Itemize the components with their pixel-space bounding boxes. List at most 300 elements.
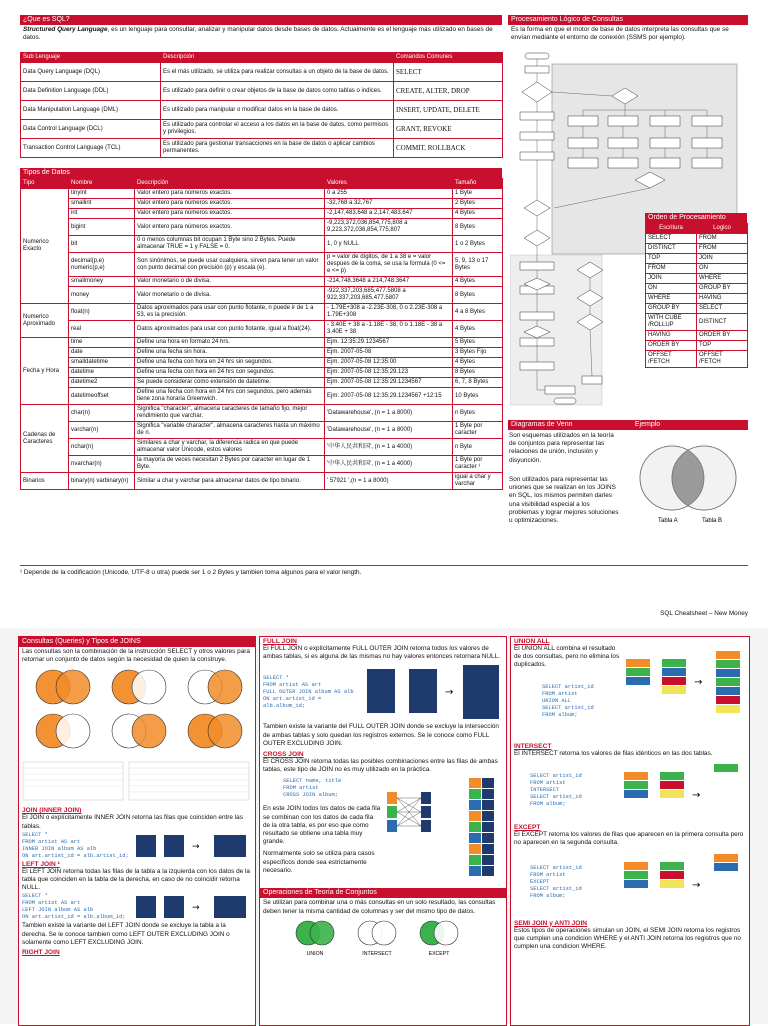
order-written: ON (646, 284, 697, 294)
types-row (21, 368, 503, 378)
types-desc: Se puede considerar como extensión de datetime. (135, 378, 325, 388)
types-group: Binarios (21, 473, 69, 490)
code-line: SELECT artist_id (530, 865, 582, 872)
code-line: EXCEPT (530, 879, 550, 886)
order-written: GROUP BY (646, 304, 697, 314)
middle-panel (259, 636, 507, 1026)
sublang-name: Data Query Language (DQL) (21, 63, 161, 82)
joins-panel (18, 636, 256, 1026)
types-size: 5 Bytes (453, 338, 503, 348)
svg-text:→: → (694, 677, 703, 688)
types-name: datetime2 (69, 378, 135, 388)
join-venn-grid (19, 665, 255, 755)
intro-section (20, 15, 502, 43)
types-row (21, 338, 503, 348)
code-line: FROM album; (542, 711, 578, 718)
types-values: -922,337,203,685,477.5808 a 922,337,203,685,477.5807 (325, 287, 453, 304)
types-row (21, 236, 503, 253)
types-size: 4 a 8 Bytes (453, 304, 503, 321)
order-row (646, 304, 748, 314)
inner-join-title: JOIN (INNER JOIN) (22, 807, 82, 815)
types-size: 8 Bytes (453, 219, 503, 236)
cross-result-cell (469, 833, 481, 843)
intersect-code (514, 773, 620, 808)
order-row (646, 284, 748, 294)
types-values: ' 57921 ',(n = 1 a 8000) (325, 473, 453, 490)
types-name: datetimeoffset (69, 388, 135, 405)
order-row (646, 254, 748, 264)
code-line: FROM artist (283, 785, 319, 792)
types-row (21, 199, 503, 209)
order-row (646, 264, 748, 274)
sublang-name: Transaction Control Language (TCL) (21, 139, 161, 158)
types-size: 8 Bytes (453, 287, 503, 304)
types-size: 4 Bytes (453, 277, 503, 287)
code-line: FROM artist (542, 690, 578, 697)
left-join-text: El LEFT JOIN retorna todas las filas de la tabla a la izquierda con los datos de la tabla que coinciden en la tabla de la derecha, en caso de no coincidir retorna NULL. (22, 867, 250, 892)
left-join-block (19, 861, 255, 956)
types-row (21, 219, 503, 236)
semi-join-title: SEMI JOIN y ANTI JOIN (514, 919, 588, 927)
mini-cell (716, 696, 740, 704)
cross-cell (387, 792, 397, 804)
intersect-diagram (620, 758, 744, 822)
joins-text: Las consultas son la combinación de la instrucción SELECT y otros valores para retornar un conjunto de datos según la necesidad de quien la construye. (22, 648, 250, 664)
types-desc: Valor entero para números exactos. (135, 189, 325, 199)
types-col-header: Tamaño (453, 179, 503, 189)
types-name: real (69, 321, 135, 338)
order-written: TOP (646, 254, 697, 264)
order-written: SELECT (646, 234, 697, 244)
join-venn (112, 714, 166, 748)
sublang-desc: Es utilizado para controlar el acceso a los datos en la base de datos, como permisos y privilegios. (161, 120, 394, 139)
types-col-header: Tipo (21, 179, 69, 189)
types-col-header: Descripción (135, 179, 325, 189)
types-values: p = valor de dígitos, de 1 a 38 e = valor despues de la coma, se usa la formula (0 <= e <= p) (325, 253, 453, 277)
full-join-text: El FULL JOIN o explícitamente FULL OUTER JOIN retorna todos los valores de ambas tablas, si es alguna de las mismas no hay valores entonces retornara NULL. (263, 645, 500, 661)
types-group: Cadenas de Caracteres (21, 405, 69, 473)
venn-text-1: Son esquemas utilizados en la teoría de conjuntos para representar las relaciones de unión, inclusión y disyunción. (509, 432, 614, 464)
order-written: DISTINCT (646, 244, 697, 254)
sublang-col-desc: Descripción (161, 53, 394, 63)
mini-cell (660, 790, 684, 798)
types-values: -32,768 a 32,767 (325, 199, 453, 209)
types-size: 4 Bytes (453, 321, 503, 338)
types-size: 4 Bytes (453, 209, 503, 219)
types-desc: Define una fecha con hora en 24 hrs sin segundos. (135, 358, 325, 368)
order-logical: OFFSET /FETCH (697, 351, 748, 368)
types-values: - 1.79E+308 a -2.23E-308, 0 o 2.23E-308 a 1.79E+308 (325, 304, 453, 321)
order-row (646, 234, 748, 244)
mini-cell (662, 686, 686, 694)
code-line: SELECT artist_id (542, 683, 594, 690)
types-size: 2 Bytes (453, 199, 503, 209)
mini-cell (660, 781, 684, 789)
types-values: Ejm. 2007-05-08 12:35:00 (325, 358, 453, 368)
mini-cell (662, 668, 686, 676)
mini-cell (660, 871, 684, 879)
types-values: Ejm. 2007-05-08 12:35:29.1234567 (325, 378, 453, 388)
cross-join-text: El CROSS JOIN retorna todas las posibles combinaciones entre las filas de ambas tablas, este tipo de JOIN no es muy utilizado en la práctica. (263, 758, 498, 774)
order-row (646, 294, 748, 304)
types-name: smalldatetime (69, 358, 135, 368)
types-size: 5, 9, 13 o 17 Bytes (453, 253, 503, 277)
types-row (21, 253, 503, 277)
sublang-desc: Es utilizado para definir o crear objetos de la base de datos como tablas o indices. (161, 82, 394, 101)
setops-header: Operaciones de Teoría de Conjuntos (260, 888, 506, 898)
page-footer: SQL Cheatsheet – New Money (660, 610, 748, 617)
svg-text:→: → (445, 687, 454, 699)
proc-header: Procesamiento Lógico de Consultas (508, 15, 748, 25)
types-desc: Define una hora en formato 24 hrs. (135, 338, 325, 348)
cross-result-cell (469, 800, 481, 810)
code-line: LEFT JOIN album AS alb (22, 907, 94, 914)
types-row (21, 189, 503, 199)
setop-label: EXCEPT (428, 950, 450, 957)
inner-join-tables-diagram (134, 831, 250, 861)
code-line: SELECT * (22, 893, 48, 900)
right-panel (510, 636, 750, 1026)
except-text: El EXCEPT retorna los valores de filas que aparecen en la primera consulta pero no aparecen en la segunda consulta. (514, 831, 744, 847)
sublang-row (21, 63, 503, 82)
types-row (21, 405, 503, 422)
order-logical: SELECT (697, 304, 748, 314)
cross-result-cell (482, 778, 494, 788)
order-logical: ON (697, 264, 748, 274)
venn-example-header: Ejemplo (632, 420, 748, 430)
types-desc: Valor monetario o de divisa. (135, 277, 325, 287)
types-name: decimal(p,e) numeric(p,e) (69, 253, 135, 277)
types-values: Ejm. 12:35:29.1234567 (325, 338, 453, 348)
types-values: 1, 0 y NULL (325, 236, 453, 253)
svg-text:→: → (192, 841, 200, 852)
types-name: datetime (69, 368, 135, 378)
types-row (21, 473, 503, 490)
types-group: Fecha y Hora (21, 338, 69, 405)
mini-cell (624, 772, 648, 780)
types-name: varchar(n) (69, 422, 135, 439)
left-join-title: LEFT JOIN ² (22, 860, 60, 868)
venn-section (508, 420, 748, 525)
types-row (21, 348, 503, 358)
code-line: FROM artist AS art (263, 681, 322, 688)
cross-result-cell (469, 855, 481, 865)
left-join-tables-diagram (134, 892, 250, 922)
types-desc: la mayoría de veces necesitan 2 Bytes por caracter en lugar de 1 Byte. (135, 456, 325, 473)
order-logical: FROM (697, 244, 748, 254)
order-logical: WHERE (697, 274, 748, 284)
setop-venn (420, 921, 458, 957)
types-size: 1 o 2 Bytes (453, 236, 503, 253)
mini-cell (624, 781, 648, 789)
types-name: bit (69, 236, 135, 253)
cross-result-cell (482, 789, 494, 799)
sublang-cmd: SELECT (394, 63, 503, 82)
cross-result-cell (469, 866, 481, 876)
mini-cell (660, 862, 684, 870)
code-line: FROM artist AS art (22, 900, 81, 907)
sublang-cmd: CREATE, ALTER, DROP (394, 82, 503, 101)
types-size: 4 Bytes (453, 358, 503, 368)
inner-join-text: El JOIN o explícitamente INNER JOIN retorna las filas que coinciden entre las tablas. (22, 814, 243, 830)
cross-result-cell (482, 866, 494, 876)
setops-venn-row (260, 917, 506, 957)
types-group: Numerico Aproximado (21, 304, 69, 338)
code-line: SELECT artist_id (542, 704, 594, 711)
join-venn (36, 670, 90, 704)
cross-cell (387, 820, 397, 832)
mini-cell (624, 790, 648, 798)
code-line: FROM artist AS art (22, 838, 81, 845)
types-group: Numerico Exacto (21, 189, 69, 304)
types-desc: Datos aproximados para usar con punto flotante, igual a float(24). (135, 321, 325, 338)
order-written: WITH CUBE /ROLLUP (646, 314, 697, 331)
proc-section (508, 15, 748, 43)
types-values: -9,223,372,036,854,775,808 a 9,223,372,036,854,775,807 (325, 219, 453, 236)
code-line: SELECT artist_id (530, 793, 582, 800)
order-row (646, 314, 748, 331)
types-row (21, 209, 503, 219)
code-line: INTERSECT (530, 786, 560, 793)
code-line: ON art.artist_id = alb.artist_id; (22, 852, 129, 859)
order-written: WHERE (646, 294, 697, 304)
types-col-header: Nombre (69, 179, 135, 189)
artist-album-tables (19, 760, 255, 802)
types-values: Ejm. 2007-05-08 (325, 348, 453, 358)
proc-text: Es la forma en que el motor de base de datos interpreta las consultas que se envían mediante el entorno de conexión (SSMS por ejemplo). (511, 26, 729, 42)
union-all-code (542, 684, 622, 719)
cross-result-cell (482, 811, 494, 821)
types-row (21, 439, 503, 456)
types-values: 0 a 255 (325, 189, 453, 199)
code-line: SELECT name, title (283, 778, 342, 785)
types-desc: Similares a char y varchar, la diferencia radica en que puede almacenar valor Unicode, estos valores (135, 439, 325, 456)
setop-venn (296, 921, 334, 957)
types-row (21, 287, 503, 304)
types-row (21, 358, 503, 368)
types-name: money (69, 287, 135, 304)
types-size: igual a char y varchar (453, 473, 503, 490)
setop-label: UNION (306, 950, 324, 957)
mini-cell (714, 863, 738, 871)
union-all-text: El UNION ALL combina el resultado de dos consultas, pero no elimina los duplicados. (514, 645, 620, 669)
cross-join-title: CROSS JOIN (263, 751, 304, 759)
types-row (21, 277, 503, 287)
setops-text: Se utilizan para combinar una o más consultas en un solo resultado, las consultas deben tener la misma cantidad de columnas y ser del mismo tipo de datos. (263, 899, 496, 915)
mini-cell (716, 705, 740, 713)
cross-result-cell (482, 822, 494, 832)
order-written: HAVING (646, 331, 697, 341)
types-desc: Similar a char y varchar para almacenar datos de tipo binario. (135, 473, 325, 490)
code-line: FROM album; (530, 800, 566, 807)
code-line: FROM artist (530, 872, 566, 879)
union-all-diagram (622, 645, 746, 741)
types-row (21, 304, 503, 321)
mini-cell (626, 668, 650, 676)
mini-cell (716, 687, 740, 695)
types-col-header: Valores (325, 179, 453, 189)
sublang-name: Data Control Language (DCL) (21, 120, 161, 139)
intro-rest: , es un lenguaje para consultar, analizar y manipular datos desde bases de datos. Actualmente es el lenguaje más utilizado en bases de datos. (23, 26, 493, 42)
except-title: EXCEPT (514, 824, 541, 832)
mini-cell (716, 651, 740, 659)
mini-cell (714, 764, 738, 772)
order-logical: JOIN (697, 254, 748, 264)
code-line: FULL OUTER JOIN album AS alb (263, 688, 354, 695)
sublang-desc: Es utilizado para gestionar transacciones en la base de datos o aplicar cambios permanentes. (161, 139, 394, 158)
order-header: Orden de Procesamiento (645, 213, 747, 223)
full-join-title: FULL JOIN (263, 638, 297, 645)
types-name: smallmoney (69, 277, 135, 287)
except-code (514, 865, 620, 900)
cross-result-cell (482, 844, 494, 854)
intersect-text: El INTERSECT retorna los valores de filas idénticos en las dos tablas. (514, 750, 713, 757)
order-written: FROM (646, 264, 697, 274)
types-size: 1 Byte por caracter ¹ (453, 456, 503, 473)
sublang-name: Data Definition Language (DDL) (21, 82, 161, 101)
cross-result-cell (469, 789, 481, 799)
cross-result-cell (469, 844, 481, 854)
code-line: INNER JOIN album AS alb (22, 845, 97, 852)
semi-join-text: Estos tipos de operaciones simulan un JOIN, el SEMI JOIN retorna los registros que cumplen una condicion WHERE y el ANTI JOIN retorna los registros que no cumplen una condicion WHERE. (514, 926, 741, 951)
types-size: n Byte (453, 439, 503, 456)
order-row (646, 244, 748, 254)
svg-text:→: → (692, 879, 701, 891)
sublang-cmd: GRANT, REVOKE (394, 120, 503, 139)
sublang-name: Data Manipulation Language (DML) (21, 101, 161, 120)
types-desc: Valor entero para números exactos. (135, 209, 325, 219)
venn-example-diagram (630, 434, 746, 534)
cross-join-code (283, 778, 381, 799)
types-size: 1 Byte por caracter (453, 422, 503, 439)
types-row (21, 456, 503, 473)
types-values: -214,748.3648 a 214,748.3647 (325, 277, 453, 287)
sublang-table (20, 52, 502, 158)
order-section (645, 213, 747, 368)
types-values: '中华人民共和国', (n = 1 a 4000) (325, 439, 453, 456)
types-size: 10 Bytes (453, 388, 503, 405)
types-values: 'Datawarehouse', (n = 1 a 8000) (325, 405, 453, 422)
intersect-title: INTERSECT (514, 743, 552, 750)
except-block (511, 823, 749, 918)
joins-header: Consultas (Queries) y Tipos de JOINS (19, 637, 255, 647)
union-all-block (511, 637, 749, 742)
types-section (20, 168, 502, 490)
cross-join-text-2: En este JOIN todos los datos de cada fila se combinan con los datos de cada fila de la otra tabla, es por eso que como resultado se obtiene una tabla muy grande. (263, 805, 381, 846)
cross-result-cell (482, 833, 494, 843)
types-name: nchar(n) (69, 439, 135, 456)
sublang-row (21, 120, 503, 139)
types-values: 'Datawarehouse', (n = 1 a 8000) (325, 422, 453, 439)
types-values: '中华人民共和国', (n = 1 a 4000) (325, 456, 453, 473)
join-venn (188, 714, 242, 748)
mini-cell (716, 660, 740, 668)
mini-cell (714, 854, 738, 862)
types-name: float(n) (69, 304, 135, 321)
cross-join-diagram (381, 774, 501, 884)
mini-cell (624, 871, 648, 879)
types-desc: Significa "variable character", almacena caracteres hasta un máximo de n. (135, 422, 325, 439)
cross-cell (421, 806, 431, 818)
types-desc: 0 o menos columnas bit ocupan 1 Byte sino 2 Bytes. Puede almacenar TRUE = 1 y FALSE = 0. (135, 236, 325, 253)
code-line: FROM artist (530, 779, 566, 786)
left-join-code (22, 893, 134, 921)
order-written: JOIN (646, 274, 697, 284)
svg-text:→: → (692, 790, 701, 802)
join-venn (36, 714, 90, 748)
order-logical: GROUP BY (697, 284, 748, 294)
setop-label: INTERSECT (362, 950, 392, 957)
cross-cell (421, 820, 431, 832)
order-row (646, 341, 748, 351)
sublang-col-name: Sub Lenguaje (21, 53, 161, 63)
order-row (646, 351, 748, 368)
svg-text:→: → (192, 903, 200, 914)
order-written: OFFSET /FETCH (646, 351, 697, 368)
types-row (21, 378, 503, 388)
full-join-tables-diagram (363, 661, 503, 723)
inner-join-code (22, 832, 134, 860)
types-row (21, 388, 503, 405)
venn-label-a: Tabla A (658, 518, 678, 524)
code-line: CROSS JOIN album; (283, 792, 338, 799)
intersect-block (511, 742, 749, 823)
code-line: UNION ALL (542, 697, 572, 704)
cross-result-cell (469, 822, 481, 832)
cross-result-cell (469, 811, 481, 821)
order-logical: TOP (697, 341, 748, 351)
order-written: ORDER BY (646, 341, 697, 351)
intro-strong: Structured Query Language (23, 26, 108, 33)
mini-cell (660, 772, 684, 780)
code-line: SELECT artist_id (530, 886, 582, 893)
types-name: char(n) (69, 405, 135, 422)
cross-result-cell (469, 778, 481, 788)
types-size: 8 Bytes (453, 368, 503, 378)
types-desc: Valor monetario o de divisa. (135, 287, 325, 304)
union-all-title: UNION ALL (514, 638, 550, 645)
types-desc: Valor entero para números exactos. (135, 219, 325, 236)
join-venn (188, 670, 242, 704)
inner-join-block (19, 807, 255, 860)
sublang-row (21, 139, 503, 158)
types-row (21, 422, 503, 439)
order-col-written: Escritura (646, 224, 697, 234)
types-name: nvarchar(n) (69, 456, 135, 473)
sublang-row (21, 101, 503, 120)
full-join-note: Tambien existe la variante del FULL OUTER JOIN donde se excluye la intersección de ambas tablas y solo quedan los registros externos. Se le conoce como FULL OUTER EXCLUDING JOIN. (263, 723, 499, 747)
types-desc: Define una fecha sin hora. (135, 348, 325, 358)
cross-result-cell (482, 855, 494, 865)
types-desc: Define una fecha con hora en 24 hrs con segundos. (135, 368, 325, 378)
types-name: time (69, 338, 135, 348)
types-header: Tipos de Datos (20, 168, 502, 178)
types-size: 6, 7, 8 Bytes (453, 378, 503, 388)
footnote: ¹ Depende de la codificación (Unicode, UTF-8 u otra) puede ser 1 o 2 Bytes y tambien toma algunos para el valor length. (20, 569, 362, 576)
code-line: SELECT artist_id (530, 772, 582, 779)
types-name: date (69, 348, 135, 358)
types-row (21, 321, 503, 338)
types-name: smallint (69, 199, 135, 209)
setop-venn (358, 921, 396, 957)
join-venn (112, 670, 166, 704)
code-line: SELECT * (22, 831, 48, 838)
right-join-title: RIGHT JOIN (22, 949, 60, 957)
sublang-cmd: COMMIT, ROLLBACK (394, 139, 503, 158)
types-values: Ejm. 2007-05-08 12:35:29.123 (325, 368, 453, 378)
sublang-desc: Es utilizado para manipular o modificar datos en la base de datos. (161, 101, 394, 120)
types-values: - 3.40E + 38 a -1.18E - 38, 0 o 1.18E - 38 a 3.40E + 38 (325, 321, 453, 338)
